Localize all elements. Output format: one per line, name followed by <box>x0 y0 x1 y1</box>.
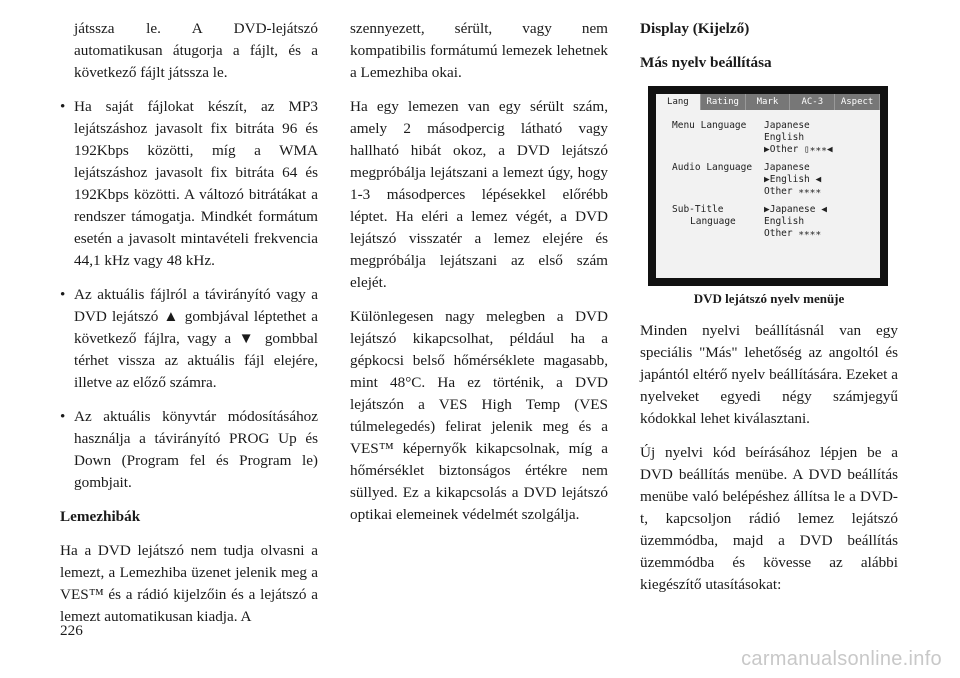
section-heading: Display (Kijelző) <box>640 20 750 37</box>
menu-row-audio-language <box>672 162 870 174</box>
list-item-text: Az aktuális fájlról a távirányító vagy a DVD lejátszó ▲ gombjával léptethet a következő fájlra, vagy a ▼ gombbal térhet vissza az aktuális fájl elejére, illetve az előző számra. <box>74 286 318 391</box>
menu-option: English <box>764 132 805 143</box>
menu-option: Japanese <box>764 120 810 131</box>
menu-row <box>672 186 870 198</box>
dvd-tab-ac3: AC-3 <box>790 94 835 110</box>
page-number: 226 <box>60 622 83 639</box>
menu-option-selected: ▶Other ▯∗∗∗◀ <box>764 144 833 155</box>
column-right <box>640 18 898 608</box>
menu-option-selected: ▶Japanese ◀ <box>764 204 827 215</box>
dvd-tab-aspect: Aspect <box>835 94 880 110</box>
list-item <box>60 96 318 272</box>
menu-row <box>672 174 870 186</box>
body-paragraph: Minden nyelvi beállításnál van egy speciális "Más" lehetőség az angoltól és japántól eltérő nyelv beállítására. Ezeket a nyelveket egyedi négy számjegyű kódokkal lehet kiválasztani. <box>640 322 898 427</box>
menu-option: Japanese <box>764 162 810 173</box>
menu-option: Other ∗∗∗∗ <box>764 228 822 239</box>
bullet-icon: • <box>60 286 66 303</box>
menu-option: English <box>764 216 805 227</box>
menu-label: Language <box>690 216 736 227</box>
menu-row <box>672 132 870 144</box>
list-item <box>60 284 318 394</box>
body-paragraph: Ha egy lemezen van egy sérült szám, amely 2 másodpercig látható vagy hallható hibát okoz, a DVD lejátszó megpróbálja lejátszani a lemezt úgy, hogy 1-3 másodperces lépésekkel előrébb léptet. Ha eléri a lemez végét, a DVD lejátszó visszatér a lemez elejére és megpróbálja lejátszani az első szám elejét. <box>350 98 608 291</box>
dvd-language-menu-image <box>648 86 888 286</box>
menu-label: Menu Language <box>672 120 747 131</box>
dvd-tab-lang: Lang <box>656 94 701 110</box>
bullet-icon: • <box>60 408 66 425</box>
dvd-menu-tabs <box>656 94 880 110</box>
menu-label: Sub-Title <box>672 204 724 215</box>
figure-caption: DVD lejátszó nyelv menüje <box>693 291 845 306</box>
dvd-menu-panel <box>656 94 880 278</box>
subsection-heading: Más nyelv beállítása <box>640 54 772 71</box>
menu-row-subtitle <box>672 204 870 216</box>
bullet-list <box>60 96 318 494</box>
menu-row <box>672 144 870 156</box>
watermark: carmanualsonline.info <box>741 648 942 670</box>
body-paragraph: Különlegesen nagy melegben a DVD lejátszó kikapcsolhat, például ha a gépkocsi belső hőmérséklete magasabb, mint 48°C. Ha ez történik, a DVD lejátszón a VES High Temp (VES túlmelegedés) felirat jelenik meg és a VES™ képernyők kikapcsolnak, míg a hőmérséklet biztonságos értékre nem süllyed. Ez a kikapcsolás a DVD lejátszó optikai elemeinek védelmét szolgálja. <box>350 308 608 523</box>
bullet-icon: • <box>60 98 66 115</box>
list-item-text: Az aktuális könyvtár módosításához használja a távirányító PROG Up és Down (Program fel és Program le) gombjait. <box>74 408 318 491</box>
dvd-menu-options <box>672 120 870 272</box>
continuation-paragraph: játssza le. A DVD-lejátszó automatikusan átugorja a fájlt, és a következő fájlt játssza le. <box>74 20 318 81</box>
menu-row-menu-language <box>672 120 870 132</box>
dvd-tab-rating: Rating <box>701 94 746 110</box>
column-middle <box>350 18 608 538</box>
body-paragraph: szennyezett, sérült, vagy nem kompatibilis formátumú lemezek lehetnek a Lemezhiba okai. <box>350 20 608 81</box>
column-left <box>60 18 318 640</box>
list-item <box>60 406 318 494</box>
menu-label: Audio Language <box>672 162 753 173</box>
body-paragraph: Új nyelvi kód beírásához lépjen be a DVD beállítás menübe. A DVD beállítás menübe való belépéshez állítsa le a DVD-t, kapcsoljon rádió lemez lejátszó üzemmódba, majd a DVD beállítás üzemmódba és kövesse az alábbi kiegészítő utasításokat: <box>640 444 898 593</box>
menu-row-subtitle-language <box>672 216 870 228</box>
menu-option: Other ∗∗∗∗ <box>764 186 822 197</box>
section-heading: Lemezhibák <box>60 508 141 525</box>
dvd-tab-mark: Mark <box>746 94 791 110</box>
menu-option-selected: ▶English ◀ <box>764 174 822 185</box>
body-paragraph: Ha a DVD lejátszó nem tudja olvasni a lemezt, a Lemezhiba üzenet jelenik meg a VES™ és a rádió kijelzőin és a lejátszó a lemezt automatikusan kiadja. A <box>60 542 318 625</box>
list-item-text: Ha saját fájlokat készít, az MP3 lejátszáshoz javasolt fix bitráta 96 és 192Kbps közötti, míg a WMA lejátszáshoz javasolt fix bitráta 64 és 192Kbps közötti. A változó bitrátákat a rendszer támogatja. Mindkét formátum esetén a javasolt mintavételi frekvencia 44,1 kHz vagy 48 kHz. <box>74 98 318 269</box>
menu-row <box>672 228 870 240</box>
